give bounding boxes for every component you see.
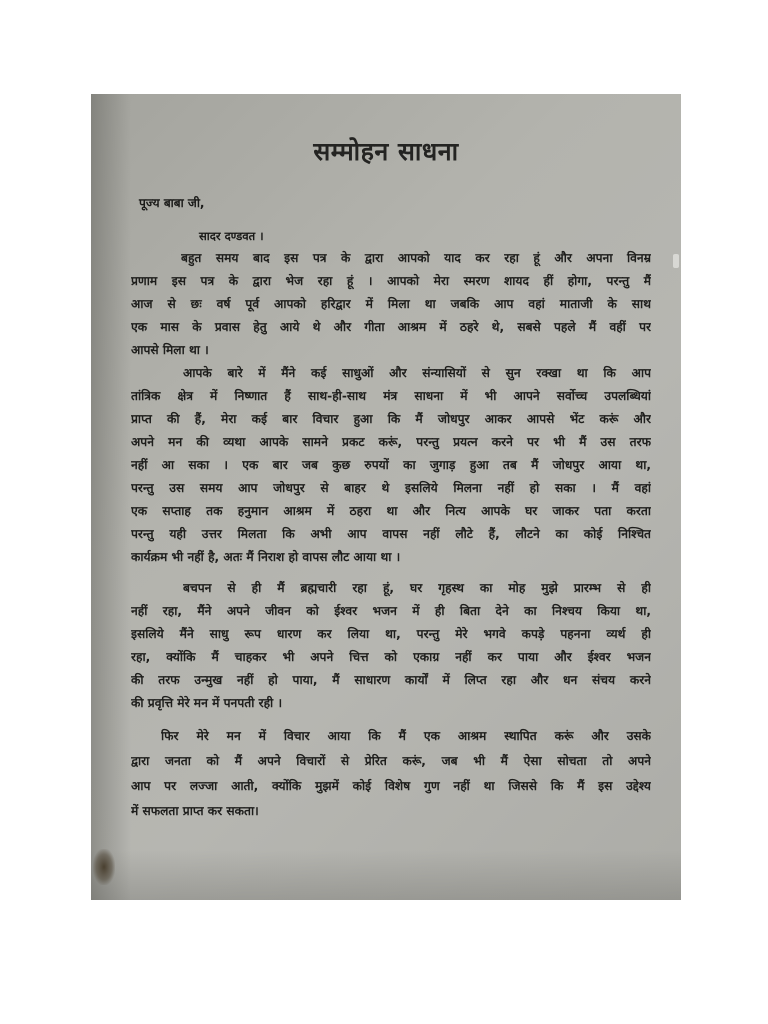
- document-photo: [91, 94, 681, 900]
- page-title: सम्मोहन साधना: [313, 137, 459, 166]
- letter-page: [91, 94, 681, 900]
- text-line: की प्रवृत्ति मेरे मन में पनपती रही ।: [131, 696, 283, 710]
- text-line: अपने मन की व्यथा आपके सामने प्रकट करूं, परन्तु प्रयत्न करने पर भी मैं उस तरफ: [131, 435, 651, 449]
- text-line: रहा, क्योंकि मैं चाहकर भी अपने चित्त को एकाग्र नहीं कर पाया और ईश्वर भजन: [131, 650, 651, 664]
- text-line: एक सप्ताह तक हनुमान आश्रम में ठहरा था और नित्य आपके घर जाकर पता करता: [131, 504, 651, 518]
- text-line: इसलिये मैंने साधु रूप धारण कर लिया था, परन्तु मेरे भगवे कपड़े पहनना व्यर्थ ही: [131, 627, 651, 641]
- text-line: बचपन से ही मैं ब्रह्मचारी रहा हूं, घर गृहस्थ का मोह मुझे प्रारम्भ से ही: [183, 581, 651, 595]
- text-line: फिर मेरे मन में विचार आया कि मैं एक आश्रम स्थापित करूं और उसके: [161, 729, 651, 743]
- text-line: आप पर लज्जा आती, क्योंकि मुझमें कोई विशेष गुण नहीं था जिससे कि मैं इस उद्देश्य: [131, 779, 651, 793]
- text-line: नहीं आ सका । एक बार जब कुछ रुपयों का जुगाड़ हुआ तब मैं जोधपुर आया था,: [131, 458, 651, 472]
- text-line: आपसे मिला था ।: [131, 343, 209, 357]
- text-line: प्राप्त की हैं, मेरा कई बार विचार हुआ कि मैं जोधपुर आकर आपसे भेंट करूं और: [131, 412, 651, 426]
- text-line: में सफलता प्राप्त कर सकता।: [131, 804, 259, 818]
- greeting: सादर दण्डवत ।: [199, 229, 264, 243]
- text-line: तांत्रिक क्षेत्र में निष्णात हैं साथ-ही-साथ मंत्र साधना में भी आपने सर्वोच्च उपलब्धियां: [131, 389, 651, 403]
- text-line: द्वारा जनता को मैं अपने विचारों से प्रेरित करूं, जब भी मैं ऐसा सोचता तो अपने: [131, 754, 651, 768]
- text-line: परन्तु यही उत्तर मिलता कि अभी आप वापस नहीं लौटे हैं, लौटने का कोई निश्चित: [131, 527, 651, 541]
- salutation: पूज्य बाबा जी,: [139, 196, 205, 210]
- text-line: आज से छः वर्ष पूर्व आपको हरिद्वार में मिला था जबकि आप वहां माताजी के साथ: [131, 297, 651, 311]
- text-line: आपके बारे में मैंने कई साधुओं और संन्यासियों से सुन रक्खा था कि आप: [183, 366, 651, 380]
- text-line: नहीं रहा, मैंने अपने जीवन को ईश्वर भजन में ही बिता देने का निश्चय किया था,: [131, 604, 651, 618]
- text-line: कार्यक्रम भी नहीं है, अतः मैं निराश हो वापस लौट आया था ।: [131, 550, 401, 564]
- text-line: प्रणाम इस पत्र के द्वारा भेज रहा हूं । आपको मेरा स्मरण शायद हीं होगा, परन्तु मैं: [131, 274, 651, 288]
- text-line: की तरफ उन्मुख नहीं हो पाया, मैं साधारण कार्यों में लिप्त रहा और धन संचय करने: [131, 673, 651, 687]
- text-line: परन्तु उस समय आप जोधपुर से बाहर थे इसलिये मिलना नहीं हो सका । मैं वहां: [131, 481, 651, 495]
- text-line: एक मास के प्रवास हेतु आये थे और गीता आश्रम में ठहरे थे, सबसे पहले मैं वहीं पर: [131, 320, 651, 334]
- text-line: बहुत समय बाद इस पत्र के द्वारा आपको याद कर रहा हूं और अपना विनम्र: [181, 251, 651, 265]
